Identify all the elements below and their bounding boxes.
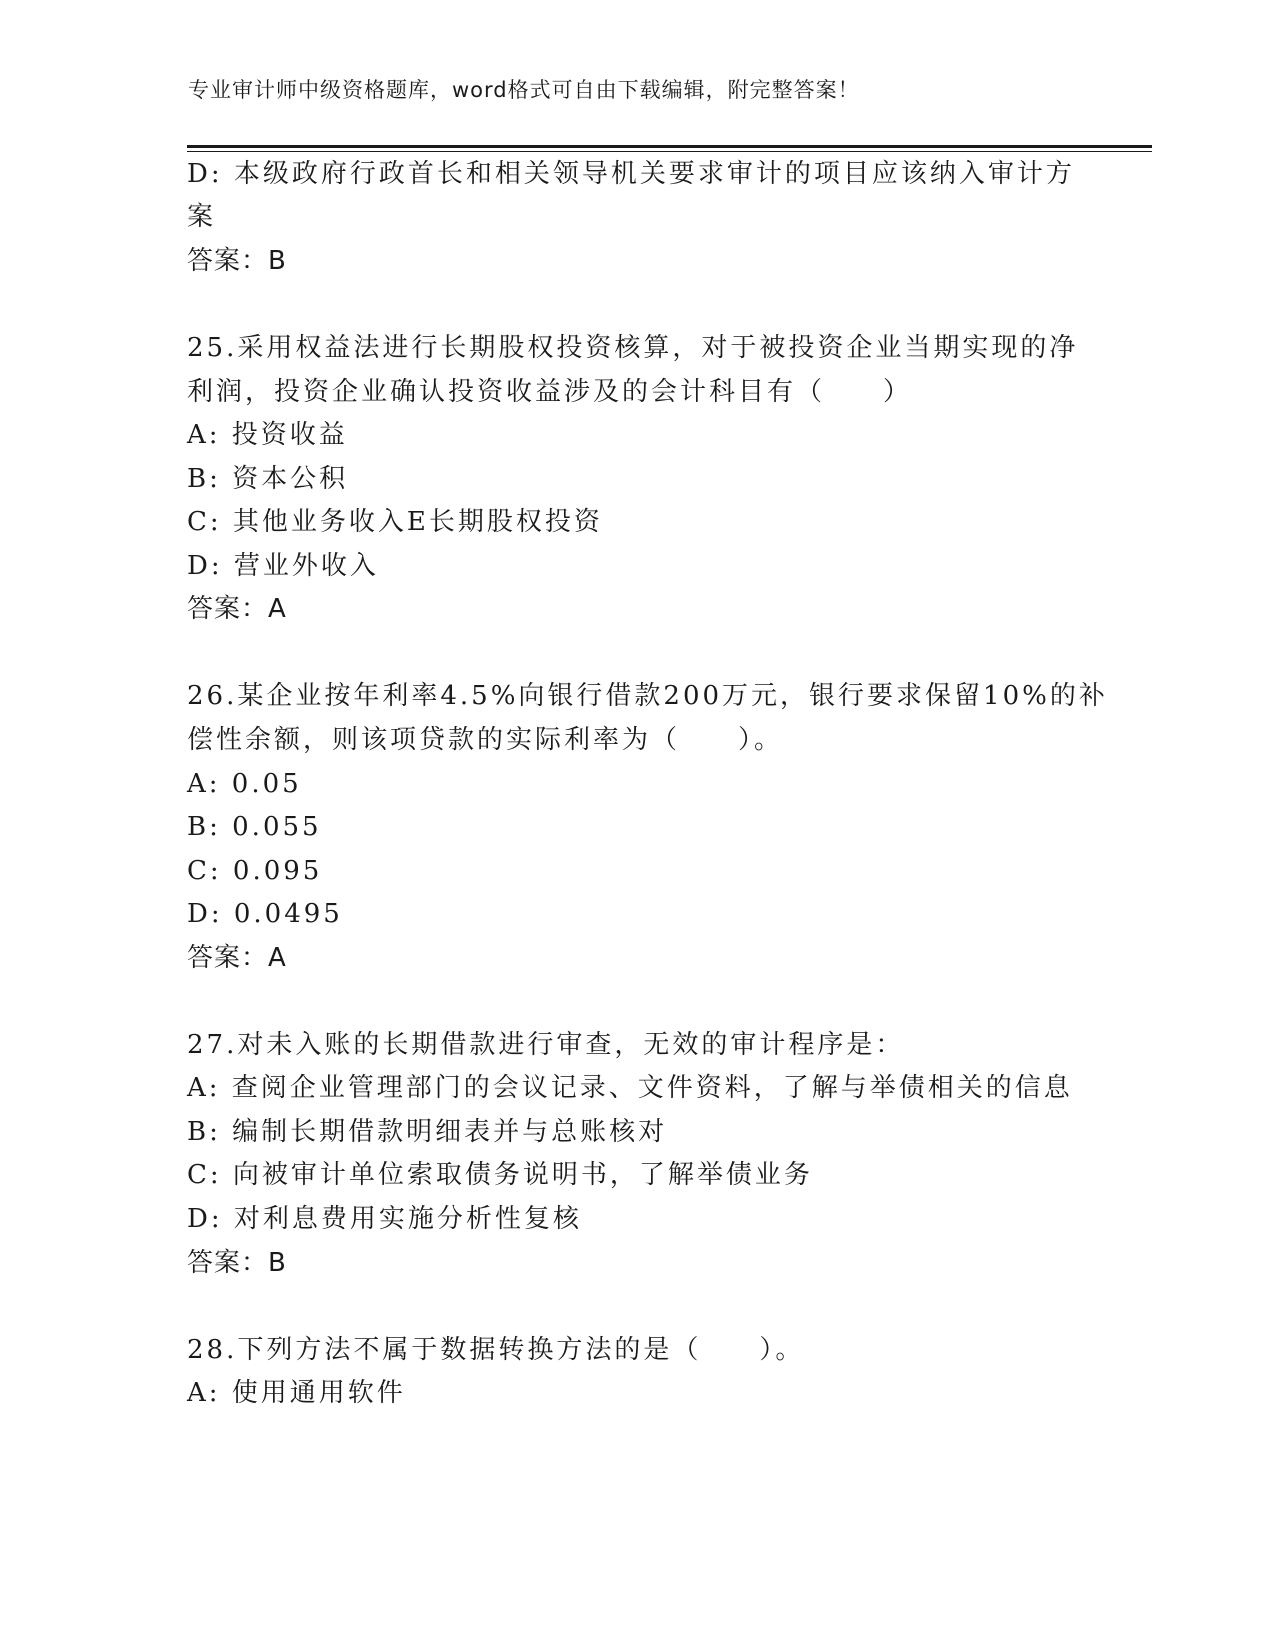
q25-option-c: C: 其他业务收入E长期股权投资: [187, 507, 603, 537]
q25-option-d: D: 营业外收入: [187, 551, 379, 581]
q25-option-a: A: 投资收益: [187, 420, 348, 450]
q26-option-a: A: 0.05: [187, 769, 302, 799]
q26-stem-line2: 偿性余额，则该项贷款的实际利率为（ ）。: [187, 725, 784, 755]
q26-option-c: C: 0.095: [187, 856, 323, 886]
q25-option-b: B: 资本公积: [187, 464, 349, 494]
header-divider-thick: [187, 145, 1152, 148]
q26-answer: 答案：A: [187, 943, 287, 973]
q27-option-d: D: 对利息费用实施分析性复核: [187, 1204, 582, 1234]
q27-option-c: C: 向被审计单位索取债务说明书，了解举债业务: [187, 1160, 813, 1190]
q26-option-b: B: 0.055: [187, 812, 322, 842]
header-divider-thin: [187, 151, 1152, 152]
q26-option-d: D: 0.0495: [187, 899, 343, 929]
q28-option-a: A: 使用通用软件: [187, 1378, 406, 1408]
prev-question-option-d-line1: D: 本级政府行政首长和相关领导机关要求审计的项目应该纳入审计方: [187, 159, 1075, 189]
q27-stem-line1: 27.对未入账的长期借款进行审查，无效的审计程序是：: [187, 1030, 905, 1060]
q27-option-a: A: 查阅企业管理部门的会议记录、文件资料，了解与举债相关的信息: [187, 1073, 1073, 1103]
q27-answer: 答案：B: [187, 1248, 287, 1278]
q28-stem-line1: 28.下列方法不属于数据转换方法的是（ ）。: [187, 1335, 805, 1365]
q25-stem-line1: 25.采用权益法进行长期股权投资核算，对于被投资企业当期实现的净: [187, 333, 1079, 363]
q26-stem-line1: 26.某企业按年利率4.5%向银行借款200万元，银行要求保留10%的补: [187, 681, 1108, 711]
q25-stem-line2: 利润，投资企业确认投资收益涉及的会计科目有（ ）: [187, 377, 913, 407]
q25-answer: 答案：A: [187, 594, 287, 624]
prev-question-option-d-line2: 案: [187, 202, 217, 232]
prev-question-answer: 答案：B: [187, 246, 287, 276]
q27-option-b: B: 编制长期借款明细表并与总账核对: [187, 1117, 668, 1147]
page-header: 专业审计师中级资格题库，word格式可自由下载编辑，附完整答案！: [188, 78, 860, 102]
